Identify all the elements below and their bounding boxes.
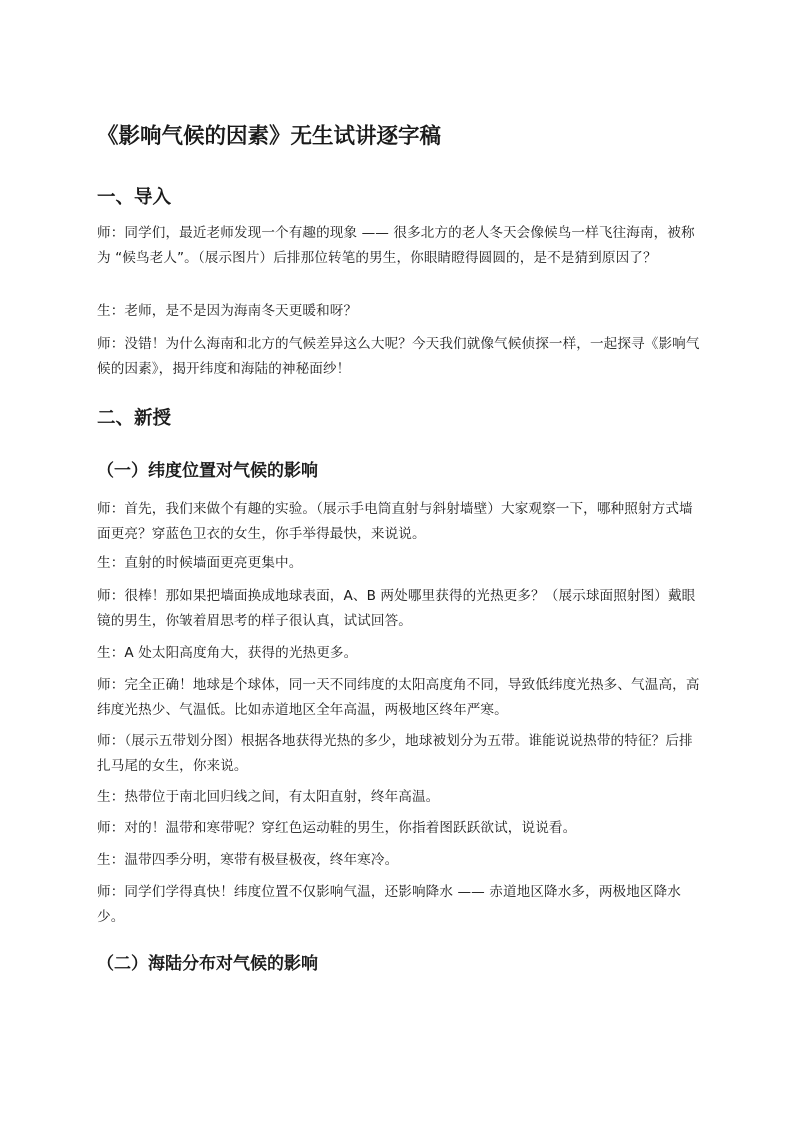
- section-heading-intro: 一、导入: [97, 187, 172, 208]
- paragraph: 师：很棒！那如果把墙面换成地球表面，A、B 两处哪里获得的光热更多？（展示球面照射图）戴眼镜的男生，你皱着眉思考的样子很认真，试试回答。: [97, 588, 696, 629]
- subsection-heading-latitude: （一）纬度位置对气候的影响: [97, 461, 318, 481]
- paragraph: 生：温带四季分明，寒带有极昼极夜，终年寒冷。: [97, 852, 399, 868]
- document-title: 《影响气候的因素》无生试讲逐字稿: [97, 124, 442, 149]
- paragraph: 生：直射的时候墙面更亮更集中。: [97, 555, 303, 571]
- paragraph: 师：（展示五带划分图）根据各地获得光热的多少，地球被划分为五带。谁能说说热带的特征？后排扎马尾的女生，你来说。: [97, 733, 693, 774]
- paragraph: 生：A 处太阳高度角大，获得的光热更多。: [97, 645, 358, 661]
- paragraph: 师：同学们，最近老师发现一个有趣的现象 —— 很多北方的老人冬天会像候鸟一样飞往海南，被称为 “候鸟老人”。（展示图片）后排那位转笔的男生，你眼睛瞪得圆圆的，是不是猜到原因了？: [97, 225, 695, 266]
- paragraph: 生：热带位于南北回归线之间，有太阳直射，终年高温。: [97, 789, 440, 805]
- paragraph: 师：首先，我们来做个有趣的实验。（展示手电筒直射与斜射墙壁）大家观察一下，哪种照射方式墙面更亮？穿蓝色卫衣的女生，你手举得最快，来说说。: [97, 501, 693, 542]
- paragraph: 生：老师，是不是因为海南冬天更暖和呀？: [97, 303, 358, 319]
- paragraph: 师：同学们学得真快！纬度位置不仅影响气温，还影响降水 —— 赤道地区降水多，两极地区降水少。: [97, 884, 681, 925]
- section-heading-new-lesson: 二、新授: [97, 408, 172, 429]
- paragraph: 师：对的！温带和寒带呢？穿红色运动鞋的男生，你指着图跃跃欲试，说说看。: [97, 820, 577, 836]
- paragraph: 师：没错！为什么海南和北方的气候差异这么大呢？今天我们就像气候侦探一样，一起探寻《影响气候的因素》，揭开纬度和海陆的神秘面纱！: [97, 336, 700, 377]
- subsection-heading-land-sea: （二）海陆分布对气候的影响: [97, 954, 318, 974]
- paragraph: 师：完全正确！地球是个球体，同一天不同纬度的太阳高度角不同，导致低纬度光热多、气温高，高纬度光热少、气温低。比如赤道地区全年高温，两极地区终年严寒。: [97, 677, 700, 718]
